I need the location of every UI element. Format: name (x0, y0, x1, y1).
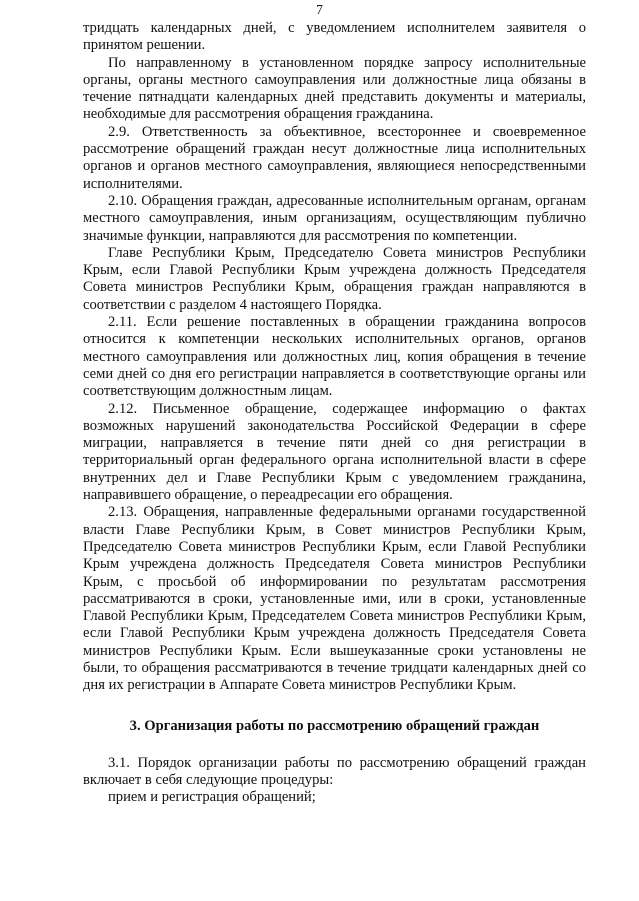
list-item-reception: прием и регистрация обращений; (108, 789, 316, 806)
paragraph-2-9: 2.9. Ответственность за объективное, всестороннее и своевременное рассмотрение обращений граждан несут должностные лица исполнительных органов и органов местного самоуправления, являющиеся непосредственными исполнителями. (83, 123, 586, 192)
paragraph-3-1: 3.1. Порядок организации работы по рассмотрению обращений граждан включает в себя следующие процедуры: (83, 754, 586, 789)
document-body (83, 20, 586, 807)
paragraph-2-13: 2.13. Обращения, направленные федеральными органами государственной власти Главе Республики Крым, в Совет министров Республики Крым, Председателю Совета министров Республики Крым, если Главой Республики Крым учреждена должность Председателя Совета министров Республики Крым, с просьбой об информировании по результатам рассмотрения рассматриваются в сроки, установленные ими, или в сроки, установленные Главой Республики Крым, Председателем Совета министров Республики Крым, если Главой Республики Крым учреждена должность Председателя Совета министров Республики Крым. Если вышеуказанные сроки установлены не были, то обращения рассматриваются в течение тридцати календарных дней со дня их регистрации в Аппарате Совета министров Республики Крым. (83, 504, 586, 694)
paragraph-continuation: тридцать календарных дней, с уведомлением исполнителем заявителя о принятом решении. (83, 20, 586, 54)
section-heading: 3. Организация работы по рассмотрению обращений граждан (129, 717, 540, 734)
paragraph-head-of-republic: Главе Республики Крым, Председателю Совета министров Республики Крым, если Главой Республики Крым учреждена должность Председателя Совета министров Республики Крым, обращения граждан направляются в соответствии с разделом 4 настоящего Порядка. (83, 244, 586, 313)
paragraph-2-10: 2.10. Обращения граждан, адресованные исполнительным органам, органам местного самоуправления, иным организациям, осуществляющим публично значимые функции, направляются для рассмотрения по компетенции. (83, 192, 586, 244)
paragraph-request-obligation: По направленному в установленном порядке запросу исполнительные органы, органы местного самоуправления или должностные лица обязаны в течение пятнадцати календарных дней представить документы и материалы, необходимые для рассмотрения обращения гражданина. (83, 54, 586, 123)
paragraph-2-12: 2.12. Письменное обращение, содержащее информацию о фактах возможных нарушений законодательства Российской Федерации в сфере миграции, направляется в течение пяти дней со дня регистрации в территориальный орган федерального органа исполнительной власти в сфере внутренних дел и Главе Республики Крым с уведомлением гражданина, направившего обращение, о переадресации его обращения. (83, 400, 586, 504)
paragraph-2-11: 2.11. Если решение поставленных в обращении гражданина вопросов относится к компетенции нескольких исполнительных органов, органов местного самоуправления или должностных лиц, копия обращения в течение семи дней со дня его регистрации направляется в соответствующие органы или соответствующим должностным лицам. (83, 314, 586, 400)
page-number: 7 (316, 2, 323, 17)
